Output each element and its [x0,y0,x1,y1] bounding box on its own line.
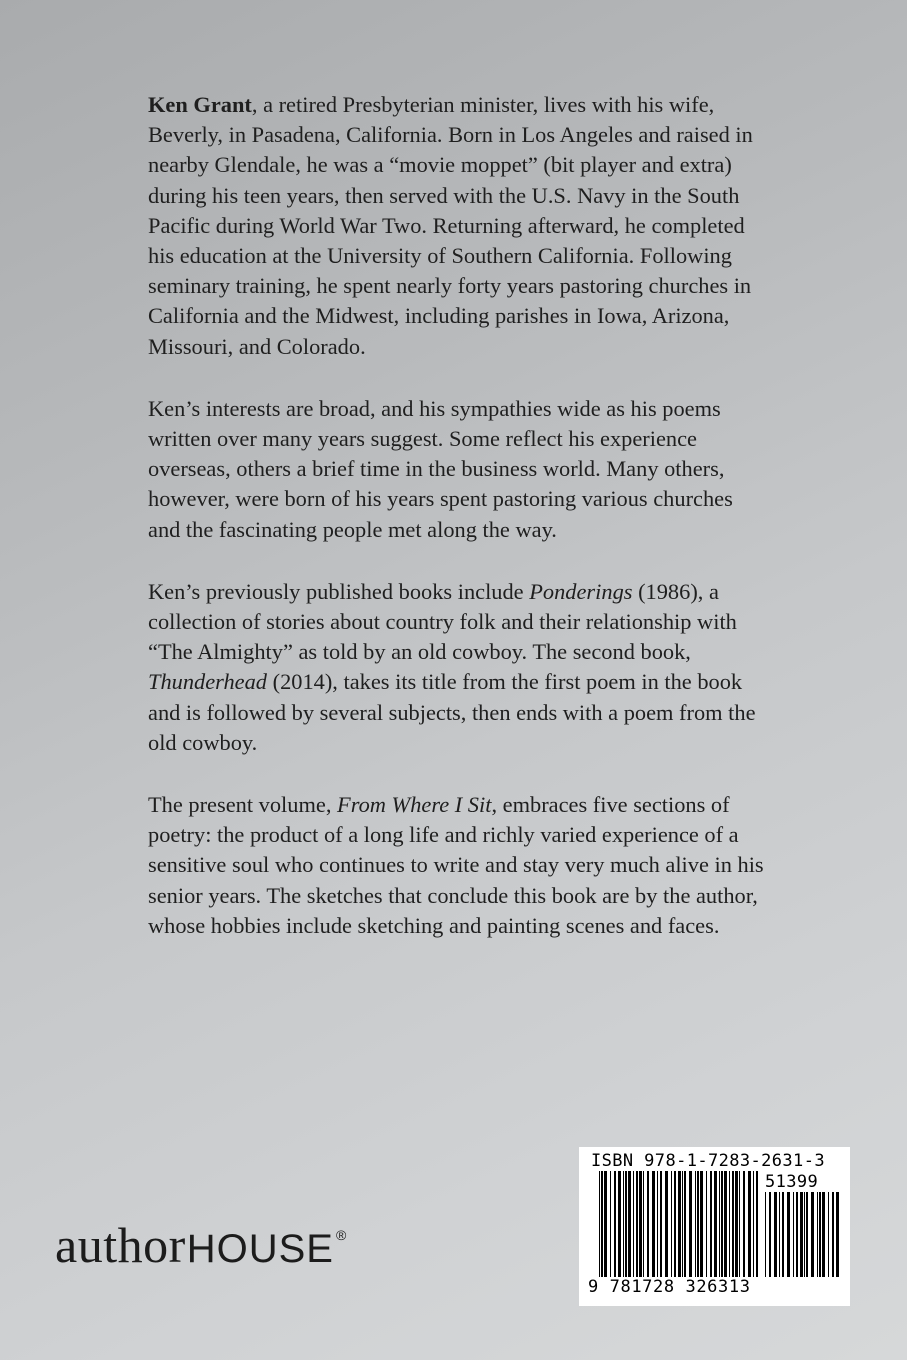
publisher-logo-author: author [55,1217,186,1273]
ean-barcode-bars [599,1171,759,1289]
book-title-thunderhead: Thunderhead [148,669,268,695]
ean-digits: 9 781728 326313 [588,1277,751,1297]
price-code: 51399 [765,1172,819,1192]
publisher-logo-house: HOUSE [186,1227,334,1271]
author-name: Ken Grant [148,92,252,117]
bio-paragraph-3-text-b: (1986), a collection of stories about country folk and their relationship with “The Almighty” as told by an old cowboy. The second book, [148,578,737,665]
isbn-label: ISBN 978-1-7283-2631-3 [591,1151,825,1171]
author-bio [148,90,770,973]
bio-paragraph-3 [148,577,770,758]
addon-barcode-bars [765,1192,841,1289]
registered-mark: ® [335,1227,347,1243]
bio-paragraph-4-text-a: The present volume, [148,792,338,818]
bio-paragraph-4-text-b: , embraces five sections of poetry: the product of a long life and richly varied experience of a sensitive soul who continues to write and stay very much alive in his senior years. The sketches that conclude this book are by the author, whose hobbies include sketching and painting scenes and faces. [148,792,764,938]
book-title-ponderings: Ponderings [529,578,633,604]
bio-paragraph-3-text-a: Ken’s previously published books include [148,578,530,604]
bio-paragraph-3-text-c: (2014), takes its title from the first poem in the book and is followed by several subjects, then ends with a poem from the old cowboy. [148,669,756,755]
bio-paragraph-1-text: , a retired Presbyterian minister, lives with his wife, Beverly, in Pasadena, California. Born in Los Angeles and raised in nearby Glendale, he was a “movie moppet” (bit player and extra) during his teen years, then served with the U.S. Navy in the South Pacific during World War Two. Returning afterward, he completed his education at the University of Southern California. Following seminary training, he spent nearly forty years pastoring churches in California and the Midwest, including parishes in Iowa, Arizona, Missouri, and Colorado. [148,92,753,359]
isbn-barcode [579,1147,850,1306]
bio-paragraph-1 [148,90,770,362]
book-title-from-where-i-sit: From Where I Sit [337,792,492,818]
bio-paragraph-2: Ken’s interests are broad, and his sympathies wide as his poems written over many years suggest. Some reflect his experience overseas, others a brief time in the business world. Many others, however, were born of his years spent pastoring various churches and the fascinating people met along the way. [148,395,733,542]
publisher-logo [55,1216,346,1276]
bio-paragraph-4 [148,790,770,941]
